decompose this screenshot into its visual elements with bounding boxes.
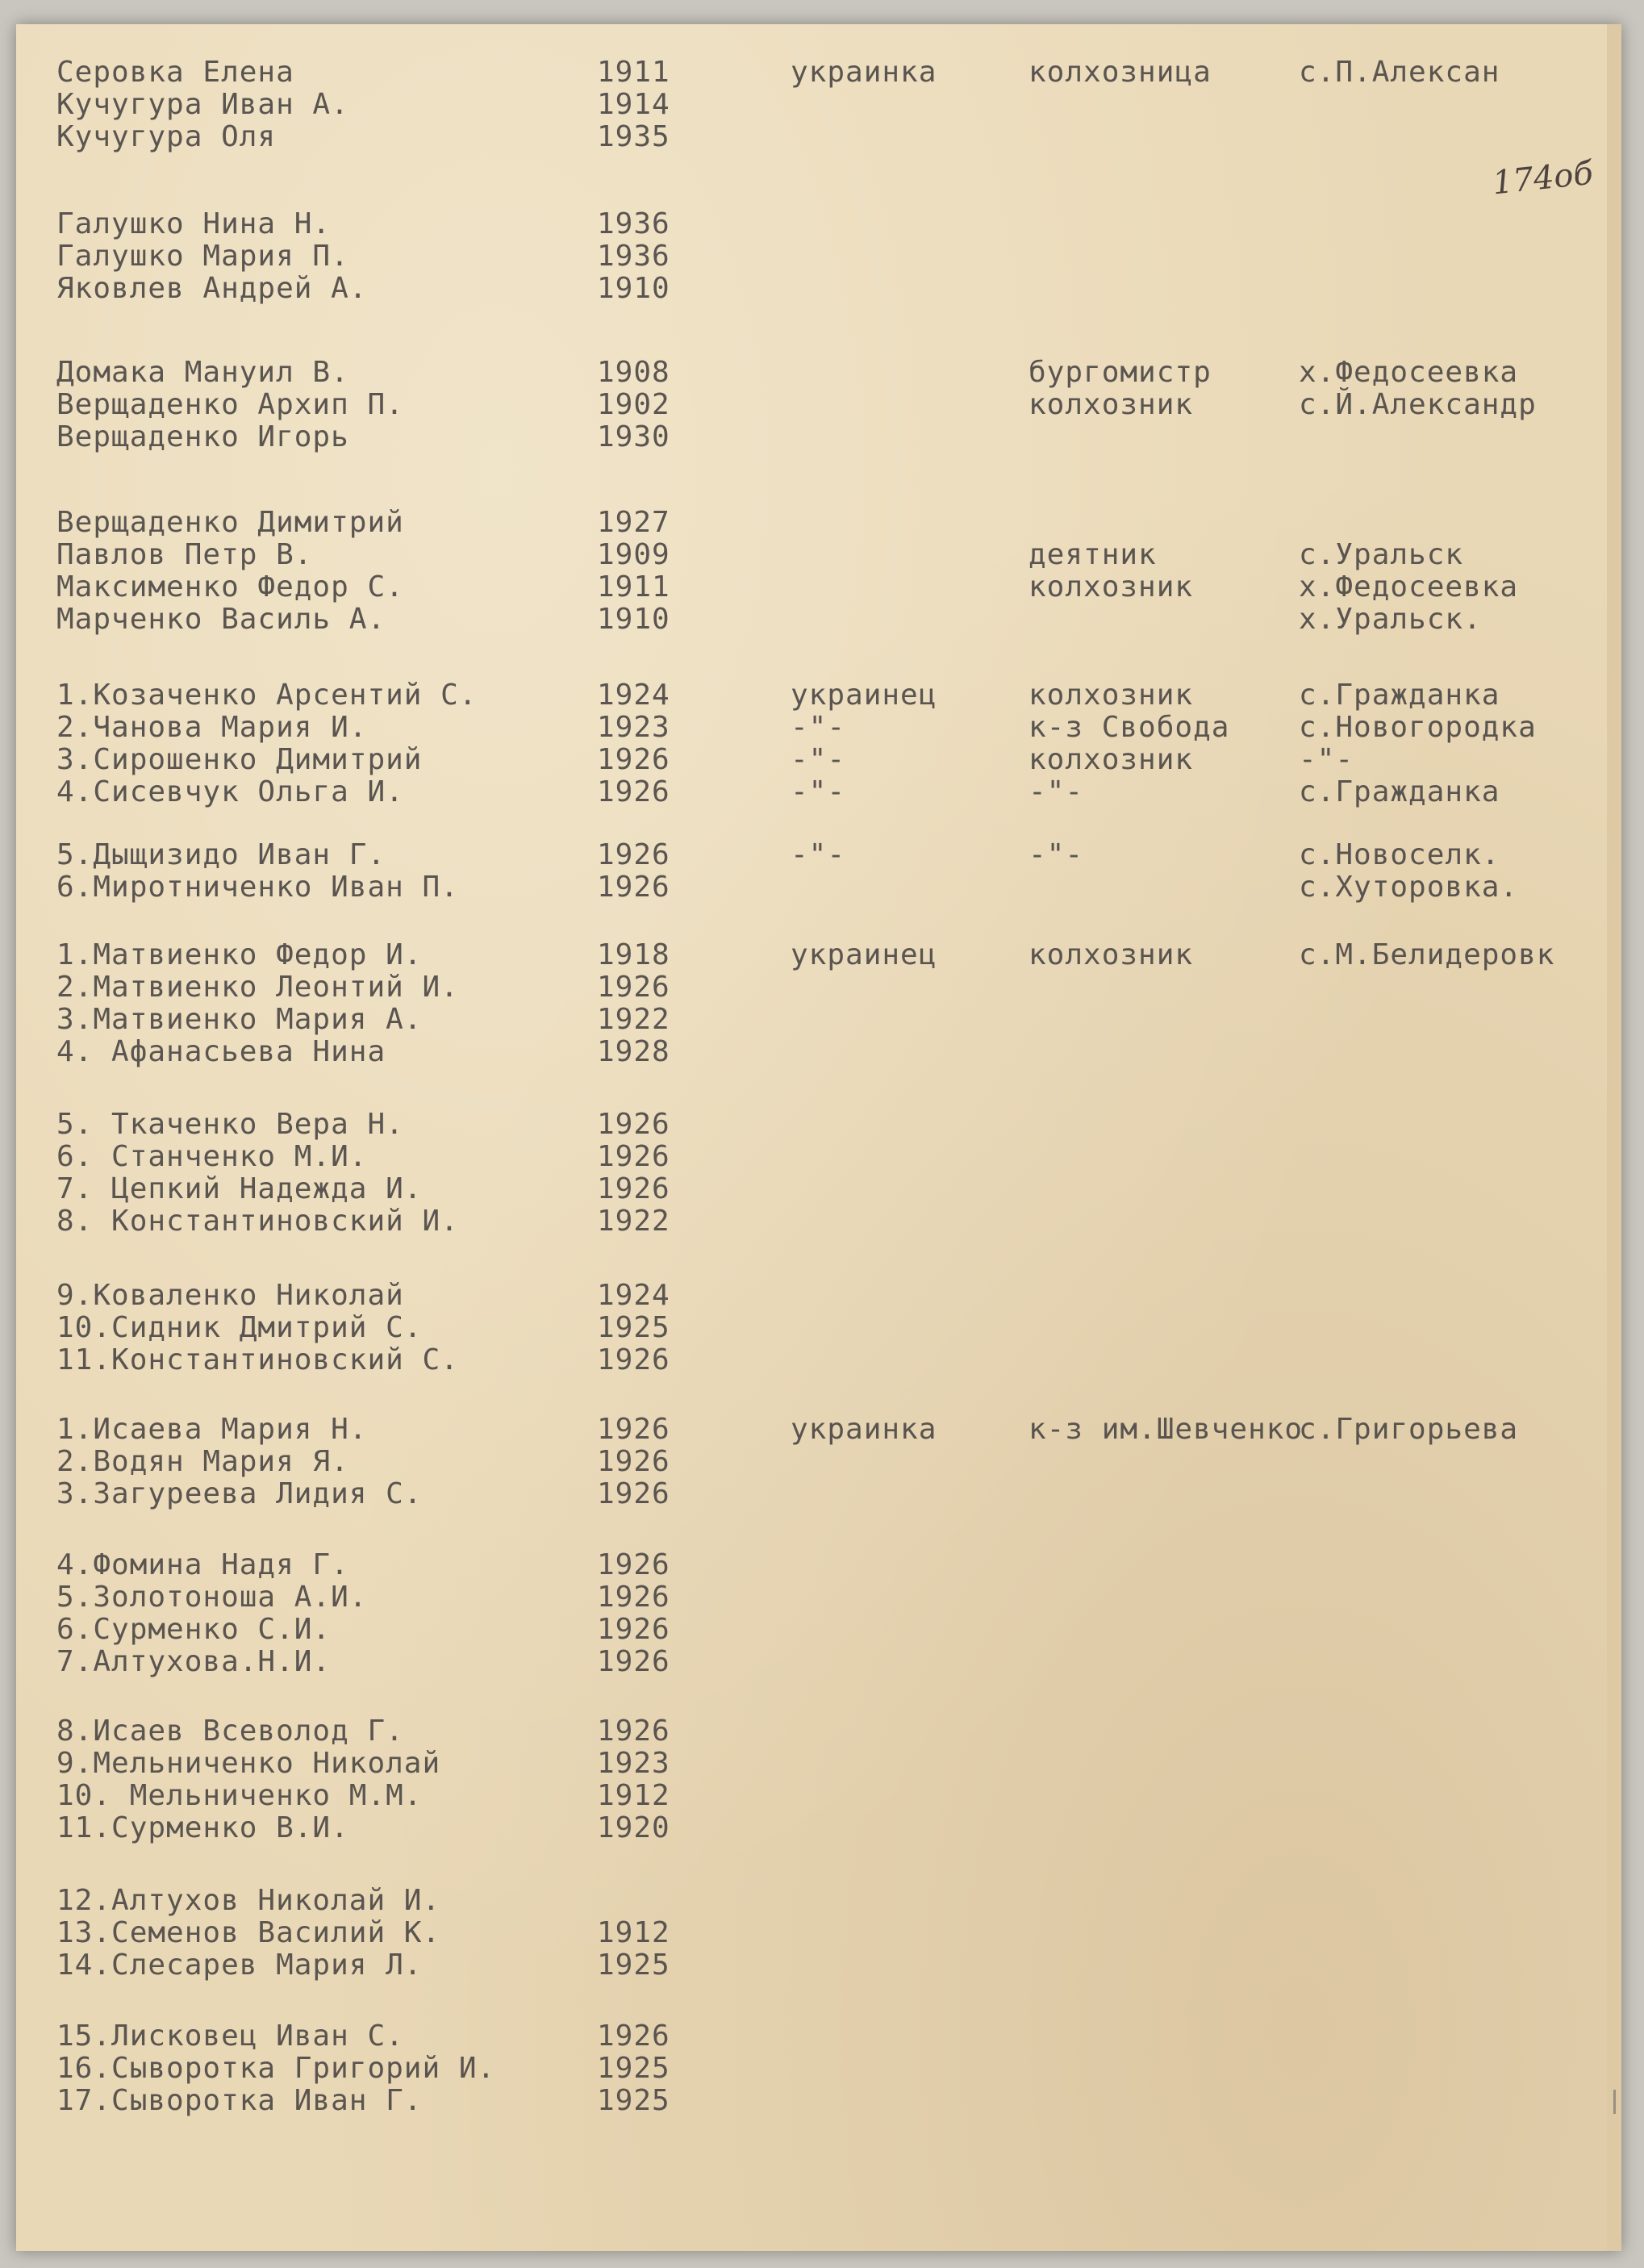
table-row — [16, 839, 1621, 871]
person-name: 3.Матвиенко Мария А. — [56, 1003, 423, 1036]
place: с.Хуторовка. — [1299, 871, 1519, 904]
table-row — [16, 1812, 1621, 1844]
birth-year: 1924 — [597, 679, 670, 712]
occupation: колхозник — [1029, 570, 1194, 604]
birth-year: 1935 — [597, 120, 670, 153]
person-name: 5.Золотоноша А.И. — [56, 1581, 368, 1614]
birth-year: 1925 — [597, 1311, 670, 1344]
person-name: 9.Коваленко Николай — [56, 1279, 404, 1312]
birth-year: 1926 — [597, 1343, 670, 1376]
person-name: 2.Чанова Мария И. — [56, 711, 368, 744]
person-name: Серовка Елена — [56, 56, 294, 89]
occupation: деятник — [1029, 538, 1157, 571]
occupation: -"- — [1029, 775, 1084, 808]
person-name: 11.Константиновский С. — [56, 1343, 459, 1376]
birth-year: 1923 — [597, 1747, 670, 1780]
occupation: к-з Свобода — [1029, 711, 1230, 744]
birth-year: 1926 — [597, 1581, 670, 1614]
person-name: 16.Сыворотка Григорий И. — [56, 2052, 496, 2085]
table-row — [16, 1446, 1621, 1478]
birth-year: 1930 — [597, 420, 670, 453]
person-name: Верщаденко Игорь — [56, 420, 349, 453]
table-row — [16, 712, 1621, 744]
person-name: 3.Загуреева Лидия С. — [56, 1477, 423, 1510]
table-row — [16, 2053, 1621, 2085]
birth-year: 1914 — [597, 88, 670, 121]
table-row — [16, 604, 1621, 636]
birth-year: 1911 — [597, 570, 670, 604]
table-row — [16, 776, 1621, 808]
table-row — [16, 208, 1621, 240]
person-name: Марченко Василь А. — [56, 603, 386, 636]
occupation: -"- — [1029, 838, 1084, 871]
birth-year: 1926 — [597, 743, 670, 776]
table-row — [16, 1173, 1621, 1205]
table-row — [16, 1344, 1621, 1376]
person-name: 1.Козаченко Арсентий С. — [56, 679, 478, 712]
birth-year: 1926 — [597, 1613, 670, 1646]
person-name: 13.Семенов Василий К. — [56, 1916, 441, 1949]
person-name: 11.Сурменко В.И. — [56, 1811, 349, 1844]
table-row — [16, 1646, 1621, 1678]
person-name: 10.Сидник Дмитрий С. — [56, 1311, 423, 1344]
person-name: 14.Слесарев Мария Л. — [56, 1948, 423, 1982]
birth-year: 1926 — [597, 1445, 670, 1478]
table-row — [16, 1614, 1621, 1646]
occupation: колхозница — [1029, 56, 1212, 89]
birth-year: 1926 — [597, 1645, 670, 1678]
birth-year: 1926 — [597, 1140, 670, 1173]
place: с.Гражданка — [1299, 679, 1500, 712]
table-row — [16, 421, 1621, 453]
place: с.Й.Александр — [1299, 388, 1537, 421]
person-name: 8.Исаев Всеволод Г. — [56, 1715, 404, 1748]
place: с.Новогородка — [1299, 711, 1537, 744]
table-row — [16, 1715, 1621, 1748]
occupation: колхозник — [1029, 679, 1194, 712]
birth-year: 1925 — [597, 2084, 670, 2117]
nationality: -"- — [791, 838, 846, 871]
table-row — [16, 1885, 1621, 1917]
person-name: Домака Мануил В. — [56, 356, 349, 389]
table-row — [16, 1036, 1621, 1068]
nationality: украинка — [791, 1413, 937, 1446]
nationality: -"- — [791, 743, 846, 776]
person-name: 4.Фомина Надя Г. — [56, 1548, 349, 1581]
person-name: Максименко Федор С. — [56, 570, 404, 604]
birth-year: 1936 — [597, 240, 670, 273]
person-name: 6. Станченко М.И. — [56, 1140, 368, 1173]
table-row — [16, 939, 1621, 971]
place: с.Уральск — [1299, 538, 1464, 571]
birth-year: 1910 — [597, 272, 670, 305]
birth-year: 1908 — [597, 356, 670, 389]
table-row — [16, 121, 1621, 153]
occupation: колхозник — [1029, 938, 1194, 971]
person-name: 8. Константиновский И. — [56, 1205, 459, 1238]
nationality: украинец — [791, 938, 937, 971]
birth-year: 1926 — [597, 1477, 670, 1510]
table-row — [16, 1205, 1621, 1238]
table-row — [16, 539, 1621, 571]
birth-year: 1926 — [597, 1108, 670, 1141]
table-row — [16, 89, 1621, 121]
person-name: 1.Исаева Мария Н. — [56, 1413, 368, 1446]
place: х.Уральск. — [1299, 603, 1482, 636]
birth-year: 1912 — [597, 1779, 670, 1812]
birth-year: 1926 — [597, 838, 670, 871]
table-row — [16, 1949, 1621, 1982]
table-row — [16, 1549, 1621, 1581]
place: с.М.Белидеровк — [1299, 938, 1555, 971]
table-row — [16, 1478, 1621, 1510]
birth-year: 1926 — [597, 971, 670, 1004]
nationality: -"- — [791, 711, 846, 744]
birth-year: 1927 — [597, 506, 670, 539]
table-row — [16, 240, 1621, 273]
person-name: 9.Мельниченко Николай — [56, 1747, 441, 1780]
birth-year: 1922 — [597, 1003, 670, 1036]
birth-year: 1912 — [597, 1916, 670, 1949]
table-row — [16, 1312, 1621, 1344]
place: с.Новоселк. — [1299, 838, 1500, 871]
person-name: 7.Алтухова.Н.И. — [56, 1645, 332, 1678]
table-row — [16, 1917, 1621, 1949]
person-name: 5. Ткаченко Вера Н. — [56, 1108, 404, 1141]
table-row — [16, 507, 1621, 539]
birth-year: 1926 — [597, 1413, 670, 1446]
table-row — [16, 1280, 1621, 1312]
occupation: колхозник — [1029, 743, 1194, 776]
place: -"- — [1299, 743, 1354, 776]
person-name: Яковлев Андрей А. — [56, 272, 368, 305]
person-name: Галушко Нина Н. — [56, 207, 332, 240]
table-row — [16, 744, 1621, 776]
person-name: 2.Матвиенко Леонтий И. — [56, 971, 459, 1004]
occupation: к-з им.Шевченко — [1029, 1413, 1304, 1446]
table-row — [16, 2085, 1621, 2117]
ink-mark — [1613, 2090, 1616, 2114]
person-name: 1.Матвиенко Федор И. — [56, 938, 423, 971]
table-row — [16, 2020, 1621, 2053]
place: с.П.Алексан — [1299, 56, 1500, 89]
occupation: колхозник — [1029, 388, 1194, 421]
person-name: Верщаденко Архип П. — [56, 388, 404, 421]
person-name: 4.Сисевчук Ольга И. — [56, 775, 404, 808]
person-name: 4. Афанасьева Нина — [56, 1035, 386, 1068]
person-name: 6.Миротниченко Иван П. — [56, 871, 459, 904]
place: с.Григорьева — [1299, 1413, 1519, 1446]
birth-year: 1926 — [597, 1715, 670, 1748]
occupation: бургомистр — [1029, 356, 1212, 389]
table-row — [16, 971, 1621, 1004]
nationality: украинец — [791, 679, 937, 712]
person-name: Павлов Петр В. — [56, 538, 313, 571]
birth-year: 1923 — [597, 711, 670, 744]
person-name: 17.Сыворотка Иван Г. — [56, 2084, 423, 2117]
person-name: 5.Дыщизидо Иван Г. — [56, 838, 386, 871]
birth-year: 1902 — [597, 388, 670, 421]
person-name: Галушко Мария П. — [56, 240, 349, 273]
person-name: Верщаденко Димитрий — [56, 506, 404, 539]
place: х.Федосеевка — [1299, 356, 1519, 389]
table-row — [16, 389, 1621, 421]
table-row — [16, 1748, 1621, 1780]
birth-year: 1910 — [597, 603, 670, 636]
birth-year: 1926 — [597, 2019, 670, 2053]
birth-year: 1918 — [597, 938, 670, 971]
document-page — [16, 24, 1621, 2251]
birth-year: 1911 — [597, 56, 670, 89]
person-name: 2.Водян Мария Я. — [56, 1445, 349, 1478]
birth-year: 1922 — [597, 1205, 670, 1238]
person-name: 12.Алтухов Николай И. — [56, 1884, 441, 1917]
person-name: 7. Цепкий Надежда И. — [56, 1172, 423, 1205]
table-row — [16, 679, 1621, 712]
person-name: Кучугура Оля — [56, 120, 277, 153]
table-row — [16, 1780, 1621, 1812]
place: с.Гражданка — [1299, 775, 1500, 808]
person-name: 6.Сурменко С.И. — [56, 1613, 332, 1646]
table-row — [16, 273, 1621, 305]
table-row — [16, 871, 1621, 904]
table-row — [16, 571, 1621, 604]
table-row — [16, 1141, 1621, 1173]
table-row — [16, 1109, 1621, 1141]
page-number: 174об — [1490, 154, 1595, 203]
table-row — [16, 1414, 1621, 1446]
person-name: 15.Лисковец Иван С. — [56, 2019, 404, 2053]
birth-year: 1928 — [597, 1035, 670, 1068]
table-row — [16, 56, 1621, 89]
birth-year: 1926 — [597, 775, 670, 808]
person-name: 3.Сирошенко Димитрий — [56, 743, 423, 776]
nationality: украинка — [791, 56, 937, 89]
table-row — [16, 1581, 1621, 1614]
table-row — [16, 1004, 1621, 1036]
birth-year: 1924 — [597, 1279, 670, 1312]
place: х.Федосеевка — [1299, 570, 1519, 604]
person-name: 10. Мельниченко М.М. — [56, 1779, 423, 1812]
birth-year: 1925 — [597, 2052, 670, 2085]
birth-year: 1909 — [597, 538, 670, 571]
person-name: Кучугура Иван А. — [56, 88, 349, 121]
table-row — [16, 357, 1621, 389]
birth-year: 1926 — [597, 1548, 670, 1581]
birth-year: 1925 — [597, 1948, 670, 1982]
birth-year: 1926 — [597, 871, 670, 904]
nationality: -"- — [791, 775, 846, 808]
birth-year: 1920 — [597, 1811, 670, 1844]
birth-year: 1926 — [597, 1172, 670, 1205]
birth-year: 1936 — [597, 207, 670, 240]
